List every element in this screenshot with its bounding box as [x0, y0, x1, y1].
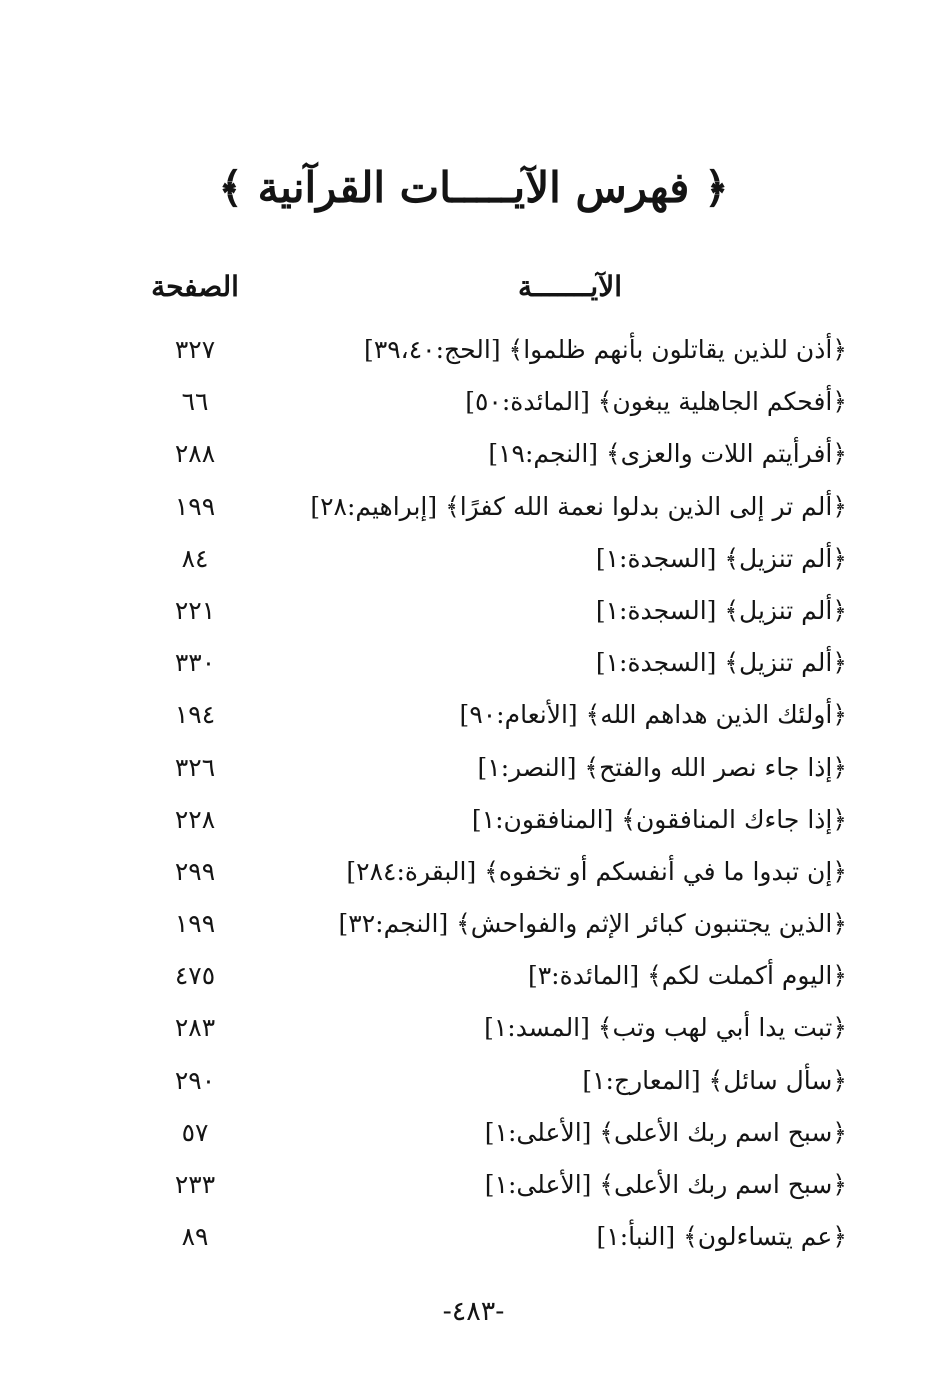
index-entry: [0, 743, 947, 795]
page-number: -٤٨٣-: [442, 1296, 505, 1327]
entry-ayah: ﴿الذين يجتنبون كبائر الإثم والفواحش﴾ [النجم:٣٢]: [338, 909, 847, 939]
entry-ayah: ﴿عم يتساءلون﴾ [النبأ:١]: [596, 1222, 847, 1252]
index-entry: [0, 482, 947, 534]
entry-ayah: ﴿ألم تنزيل﴾ [السجدة:١]: [595, 543, 847, 573]
entry-ayah: ﴿إن تبدوا ما في أنفسكم أو تخفوه﴾ [البقرة:٢٨٤]: [346, 856, 847, 886]
entry-ayah: ﴿إذا جاء نصر الله والفتح﴾ [النصر:١]: [477, 752, 847, 782]
entry-ayah: ﴿ألم تنزيل﴾ [السجدة:١]: [595, 648, 847, 678]
index-entry: [0, 795, 947, 847]
entry-page-number: ١٩٩: [174, 491, 216, 521]
entry-ayah: ﴿أفحكم الجاهلية يبغون﴾ [المائدة:٥٠]: [465, 387, 847, 417]
column-header-ayah: الآيـــــــة: [518, 270, 622, 303]
entry-page-number: ٢٨٣: [174, 1013, 216, 1043]
page-title: ﴿ فهرس الآيـــــات القرآنية ﴾: [218, 163, 729, 212]
index-entry: [0, 899, 947, 951]
index-entry: [0, 1056, 947, 1108]
entry-ayah: ﴿إذا جاءك المنافقون﴾ [المنافقون:١]: [471, 804, 847, 834]
entry-page-number: ٢٣٣: [174, 1170, 216, 1199]
entry-ayah: ﴿أولئك الذين هداهم الله﴾ [الأنعام:٩٠]: [459, 700, 847, 730]
index-entry: [0, 534, 947, 586]
index-entry: [0, 377, 947, 429]
entry-page-number: ٢٨٨: [174, 439, 216, 469]
column-header-page: الصفحة: [151, 270, 239, 303]
entry-page-number: ١٩٤: [174, 700, 216, 730]
index-entry: [0, 1108, 947, 1160]
index-entry: [0, 1160, 947, 1212]
entry-ayah: ﴿ألم تر إلى الذين بدلوا نعمة الله كفرًا﴾ [إبراهيم:٢٨]: [310, 491, 847, 521]
index-entries: [0, 325, 947, 1264]
entry-page-number: ٦٦: [181, 387, 209, 417]
entry-ayah: ﴿ألم تنزيل﴾ [السجدة:١]: [595, 595, 847, 625]
entry-page-number: ٢٩٠: [174, 1065, 216, 1095]
entry-page-number: ٥٧: [181, 1117, 209, 1147]
entry-page-number: ٢٢٨: [174, 804, 216, 834]
entry-page-number: ٣٢٧: [174, 335, 216, 364]
entry-ayah: ﴿تبت يدا أبي لهب وتب﴾ [المسد:١]: [484, 1013, 847, 1043]
entry-ayah: ﴿أذن للذين يقاتلون بأنهم ظلموا﴾ [الحج:٣٩،٤٠]: [364, 335, 847, 364]
entry-page-number: ٣٣٠: [174, 648, 216, 678]
index-entry: [0, 690, 947, 742]
entry-ayah: ﴿سبح اسم ربك الأعلى﴾ [الأعلى:١]: [484, 1117, 847, 1147]
index-entry: [0, 1003, 947, 1055]
index-entry: [0, 325, 947, 377]
entry-page-number: ٨٤: [181, 543, 209, 573]
entry-ayah: ﴿اليوم أكملت لكم﴾ [المائدة:٣]: [527, 961, 847, 991]
entry-page-number: ٤٧٥: [174, 961, 216, 991]
index-entry: [0, 951, 947, 1003]
entry-ayah: ﴿سبح اسم ربك الأعلى﴾ [الأعلى:١]: [484, 1170, 847, 1199]
entry-page-number: ٨٩: [181, 1222, 209, 1252]
index-entry: [0, 586, 947, 638]
table-header: [0, 270, 947, 314]
index-entry: [0, 1212, 947, 1264]
index-entry: [0, 847, 947, 899]
entry-page-number: ٣٢٦: [174, 752, 216, 782]
entry-page-number: ٢٢١: [174, 595, 216, 625]
index-entry: [0, 429, 947, 481]
index-entry: [0, 638, 947, 690]
entry-page-number: ١٩٩: [174, 909, 216, 939]
entry-ayah: ﴿سأل سائل﴾ [المعارج:١]: [582, 1065, 847, 1095]
entry-ayah: ﴿أفرأيتم اللات والعزى﴾ [النجم:١٩]: [488, 439, 847, 469]
entry-page-number: ٢٩٩: [174, 856, 216, 886]
